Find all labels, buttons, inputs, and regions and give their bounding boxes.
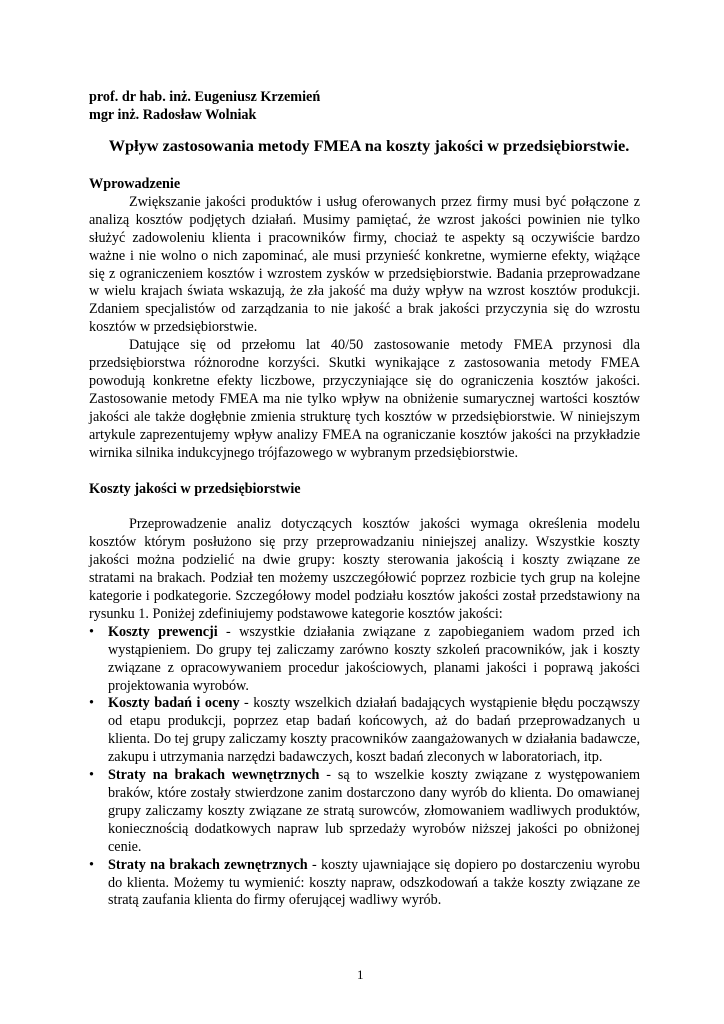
- list-item-text: - wszystkie działania związane z zapobieganiem wadom przed ich wystąpieniem. Do grupy tej zaliczamy zarówno koszty szkoleń pracowników, jak i koszty związane z opracowywaniem procedur jakościowych, planami jakości i poprawą jakości projektowania wyrobów.: [108, 623, 641, 694]
- author-2: mgr inż. Radosław Wolniak: [89, 107, 257, 123]
- list-item: [89, 624, 640, 696]
- list-item-term: Koszty prewencji: [108, 623, 218, 640]
- paragraph: Zwiększanie jakości produktów i usług oferowanych przez firmy musi być połączone z analizą kosztów podjętych działań. Musimy pamiętać, że wzrost jakości powinien nie tylko służyć zadowoleniu klienta i pracowników firmy, chociaż te aspekty są oczywiście bardzo ważne i nie wolno o nich zapominać, ale musi przynieść konkretne, wymierne efekty, wiążące się z ograniczeniem kosztów i wzrostem zysków w przedsiębiorstwie. Badania przeprowadzane w wielu krajach świata wskazują, że zła jakość ma duży wpływ na wzrost kosztów produkcji. Zdaniem specjalistów od zarządzania to nie jakość a brak jakości przyczynia się do wzrostu kosztów w przedsiębiorstwie.: [89, 193, 640, 336]
- paragraph: Przeprowadzenie analiz dotyczących kosztów jakości wymaga określenia modelu kosztów którym posłużono się przy przeprowadzaniu niniejszej analizy. Wszystkie koszty jakości można podzielić na dwie grupy: koszty sterowania jakością i koszty związane ze stratami na brakach. Podział ten możemy uszczegółowić poprzez rozbicie tych grup na kolejne kategorie i podkategorie. Szczegółowy model podziału kosztów jakości został przedstawiony na rysunku 1. Poniżej zdefiniujemy podstawowe kategorie kosztów jakości:: [89, 516, 640, 622]
- bullet-icon: •: [89, 856, 94, 873]
- bullet-icon: •: [89, 623, 94, 640]
- list-item: [89, 767, 640, 857]
- page-number: 1: [357, 967, 364, 982]
- bullet-icon: •: [89, 767, 94, 784]
- list-item: [89, 857, 640, 911]
- authors-block: [89, 88, 320, 124]
- section-heading-quality-costs: Koszty jakości w przedsiębiorstwie: [89, 480, 301, 497]
- author-1: prof. dr hab. inż. Eugeniusz Krzemień: [89, 89, 321, 105]
- list-item-term: Straty na brakach zewnętrznych: [108, 856, 308, 873]
- bullet-icon: •: [89, 695, 94, 712]
- list-item-text: - koszty wszelkich działań badających wystąpienie błędu począwszy od etapu produkcji, poprzez etap badań końcowych, aż do badań przeprowadzanych u klienta. Do tej grupy zaliczamy koszty pracowników zaangażowanych w działania badawcze, zakupu i utrzymania narzędzi badawczych, koszt badań zleconych w laboratoriach, itp.: [108, 695, 640, 766]
- section-heading-introduction: Wprowadzenie: [89, 176, 181, 192]
- document-title: Wpływ zastosowania metody FMEA na koszty jakości w przedsiębiorstwie.: [108, 136, 630, 155]
- list-item-term: Straty na brakach wewnętrznych: [108, 767, 320, 784]
- list-item-text: - koszty ujawniające się dopiero po dostarczeniu wyrobu do klienta. Możemy tu wymienić: koszty napraw, odszkodowań a także koszty związane ze stratą zaufania klienta do firmy oferującej wadliwy wyrób.: [108, 856, 640, 909]
- cost-categories-list: [89, 624, 640, 911]
- list-item-term: Koszty badań i oceny: [108, 695, 240, 712]
- list-item-text: - są to wszelkie koszty związane z występowaniem braków, które zostały stwierdzone zanim dostarczono dany wyrób do klienta. Do omawianej grupy zaliczamy koszty związane ze stratą surowców, złomowaniem wadliwych produktów, koniecznością dodatkowych napraw lub sprzedaży wyrobów niższej jakości po obniżonej cenie.: [108, 767, 640, 855]
- paragraph: Datujące się od przełomu lat 40/50 zastosowanie metody FMEA przynosi dla przedsiębiorstwa różnorodne korzyści. Skutki wynikające z zastosowania metody FMEA powodują konkretne efekty liczbowe, przyczyniające się do ograniczenia kosztów jakości. Zastosowanie metody FMEA ma nie tylko wpływ na obniżenie sumarycznej wartości kosztów jakości ale także dogłębnie zmienia strukturę tych kosztów w przedsiębiorstwie. W niniejszym artykule zaprezentujemy wpływ analizy FMEA na ograniczanie kosztów jakości na przykładzie wirnika silnika indukcyjnego trójfazowego w wybranym przedsiębiorstwie.: [89, 337, 640, 461]
- list-item: [89, 695, 640, 767]
- document-body: [89, 176, 640, 910]
